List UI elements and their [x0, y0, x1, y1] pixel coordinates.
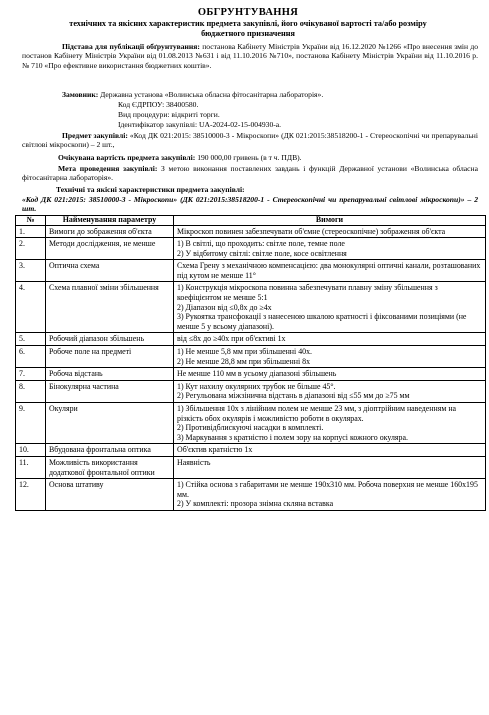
subject-label: Предмет закупівлі: [62, 131, 128, 140]
table-row [16, 444, 486, 457]
parameter-name: Робоче поле на предметі [46, 346, 174, 368]
specs-subject: «Код ДК 021:2015: 38510000-3 - Мікроскопи» (ДК 021:2015:38518200-1 - Стереоскопічні чи препарувальні світлові мікроскопи)» – 2 шт. [22, 195, 478, 214]
requirement-text: від ≤8х до ≥40х при об'єктиві 1х [177, 334, 286, 344]
requirement-cell [174, 238, 486, 260]
subject-text: «Код ДК 021:2015: 38510000-3 - Мікроскопи» (ДК 021:2015:38518200-1 - Стереоскопічні чи препарувальні світлові мікроскопи) – 2 шт., [22, 131, 478, 150]
table-header-row [16, 216, 486, 226]
parameter-name: Оптична схема [46, 260, 174, 282]
requirement-text: 2) Не менше 28,8 мм при збільшенні 8х [177, 356, 311, 366]
parameter-name: Робочий діапазон збільшень [46, 333, 174, 346]
table-row [16, 368, 486, 381]
table-row [16, 225, 486, 238]
requirement-cell [174, 282, 486, 333]
table-row [16, 403, 486, 444]
parameter-name: Окуляри [46, 403, 174, 444]
cost-text: 190 000,00 гривень (в т ч. ПДВ). [197, 153, 302, 162]
cost-line [58, 153, 302, 162]
requirement-cell [174, 368, 486, 381]
requirement-text: 1) Стійка основа з габаритами не менше 190х310 мм. Робоча поверхня не менше 160х195 мм. [177, 480, 478, 499]
requirement-text: 2) Регульована міжзінична відстань в діапазоні від ≤55 мм до ≥75 мм [177, 391, 410, 401]
parameter-name: Бінокулярна частина [46, 380, 174, 402]
purpose-text: З метою виконання поставлених завдань і функцій Державної установи «Волинська обласна фітосанітарна лабораторія». [22, 164, 478, 183]
table-row [16, 456, 486, 478]
table-row [16, 333, 486, 346]
row-number: 4. [16, 282, 46, 333]
requirement-text: 3) Рукоятка трансфокації з нанесеною шкалою кратності і фіксованими позиціями (не менше 5 у всьому діапазоні). [177, 312, 467, 331]
parameter-name: Робоча відстань [46, 368, 174, 381]
table-row [16, 479, 486, 511]
row-number: 5. [16, 333, 46, 346]
row-number: 1. [16, 225, 46, 238]
requirement-text: Об'єктив кратністю 1х [177, 445, 253, 455]
basis-paragraph [22, 42, 478, 70]
requirement-cell [174, 403, 486, 444]
parameter-name: Основа штативу [46, 479, 174, 511]
table-row [16, 282, 486, 333]
basis-label: Підстава для публікації обґрунтування: [62, 42, 200, 51]
row-number: 2. [16, 238, 46, 260]
parameter-name: Вбудована фронтальна оптика [46, 444, 174, 457]
row-number: 3. [16, 260, 46, 282]
requirement-cell [174, 444, 486, 457]
requirement-text: 1) Не менше 5,8 мм при збільшенні 40х. [177, 347, 313, 357]
requirement-text: 1) Конструкція мікроскопа повинна забезпечувати плавну зміну збільшення з коефіцієнтом не менше 5:1 [177, 283, 438, 303]
parameter-name: Методи дослідження, не менше [46, 238, 174, 260]
requirement-text: Мікроскоп повинен забезпечувати об'ємне (стереоскопічне) зображення об'єкта [177, 226, 446, 236]
header-requirements: Вимоги [174, 216, 486, 226]
requirement-text: Схема Гренy з механічною компенсацією: два монокулярні оптичні канали, розташованих під кутом не менше 11° [177, 261, 481, 280]
requirement-cell [174, 333, 486, 346]
row-number: 7. [16, 368, 46, 381]
requirement-text: 2) Діапазон від ≤0,8х до ≥4х [177, 302, 272, 312]
row-number: 9. [16, 403, 46, 444]
requirement-text: 1) В світлі, що проходить: світле поле, темне поле [177, 239, 345, 249]
cost-label: Очікувана вартість предмета закупівлі: [58, 153, 196, 162]
header-number: № [16, 216, 46, 226]
requirement-text: 2) У комплекті: прозора знімна скляна вставка [177, 499, 334, 509]
requirement-text: 1) Кут нахилу окулярних трубок не більше 45°. [177, 381, 336, 391]
parameter-name: Схема плавної зміни збільшення [46, 282, 174, 333]
requirement-text: Наявність [177, 457, 211, 467]
requirement-text: 2) У відбитому світлі: світле поле, косе освітлення [177, 248, 347, 258]
row-number: 8. [16, 380, 46, 402]
requirement-text: 2) Противідблискуючі насадки в комплекті. [177, 423, 324, 433]
customer-label: Замовник: [62, 90, 99, 99]
purpose-label: Мета проведення закупівлі: [58, 164, 158, 173]
row-number: 11. [16, 456, 46, 478]
header-parameter: Найменування параметру [46, 216, 174, 226]
requirement-cell [174, 479, 486, 511]
requirement-cell [174, 225, 486, 238]
basis-text: постанова Кабінету Міністрів України від 16.12.2020 №1266 «Про внесення змін до постанов Кабінету Міністрів України від 01.08.2013 №631 і від 11.10.2016 №710», постанова Кабінету Міністрів України від 11.10.2016 р. № 710 «Про ефективне використання бюджетних коштів». [22, 42, 478, 70]
document-subtitle-line1: технічних та якісних характеристик предмета закупівлі, його очікуваної вартості та/або розміру [69, 19, 427, 28]
customer-line [62, 90, 482, 99]
customer-name: Державна установа «Волинська обласна фітосанітарна лабораторія». [100, 90, 324, 99]
requirements-table [15, 215, 486, 511]
table-row [16, 260, 486, 282]
customer-code: Код ЄДРПОУ: 38400580. [118, 100, 199, 109]
parameter-name: Можливість використання додаткової фронтальної оптики [46, 456, 174, 478]
row-number: 10. [16, 444, 46, 457]
requirement-text: 3) Маркування з кратністю і полем зору на корпусі кожного окуляра. [177, 432, 408, 442]
row-number: 12. [16, 479, 46, 511]
purpose-paragraph [22, 164, 478, 183]
subject-paragraph [22, 131, 478, 150]
procurement-identifier: Ідентифікатор закупівлі: UA-2024-02-15-004930-a. [118, 120, 282, 129]
document-subtitle-line2: бюджетного призначення [201, 29, 295, 38]
requirement-cell [174, 456, 486, 478]
specs-heading: Технічні та якісні характеристики предмета закупівлі: [56, 185, 245, 194]
requirement-cell [174, 260, 486, 282]
parameter-name: Вимоги до зображення об'єкта [46, 225, 174, 238]
document-title: ОБГРУНТУВАННЯ [197, 7, 299, 18]
requirement-cell [174, 380, 486, 402]
requirement-text: Не менше 110 мм в усьому діапазоні збільшень [177, 369, 337, 379]
row-number: 6. [16, 346, 46, 368]
table-row [16, 238, 486, 260]
requirement-text: 1) Збільшення 10х з лінійним полем не менше 23 мм, з діоптрійним наведенням на різкість обох окулярів і можливістю роботи в окулярах. [177, 404, 457, 423]
procedure-type: Вид процедури: відкриті торги. [118, 110, 220, 119]
table-row [16, 380, 486, 402]
requirement-cell [174, 346, 486, 368]
table-row [16, 346, 486, 368]
